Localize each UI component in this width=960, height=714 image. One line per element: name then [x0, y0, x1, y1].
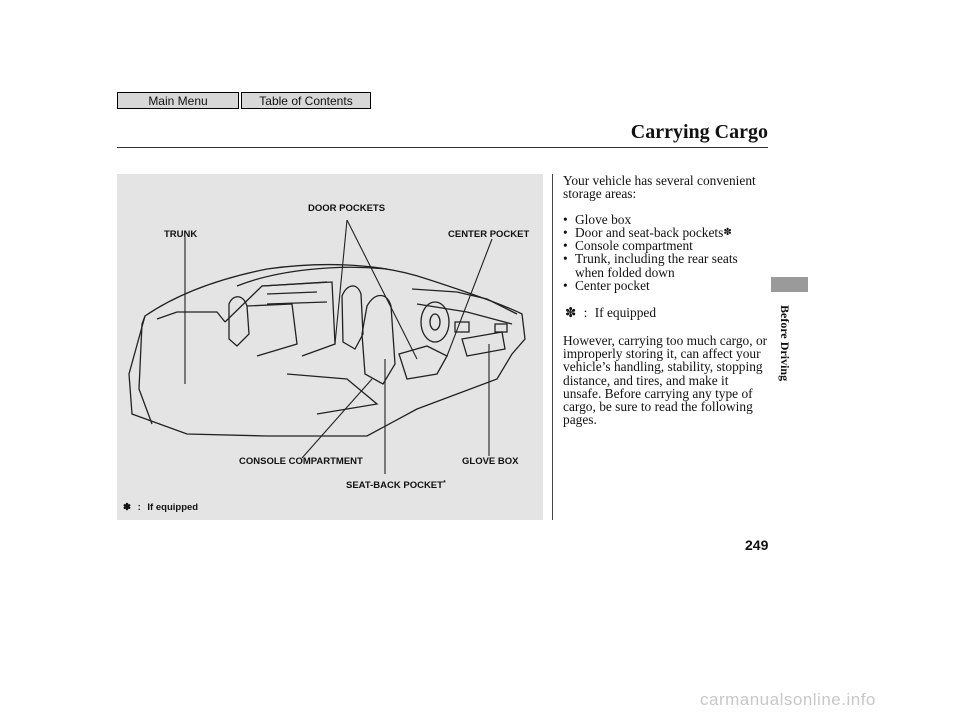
- page-title: Carrying Cargo: [630, 121, 768, 143]
- warning-paragraph: However, carrying too much cargo, or improperly storing it, can affect your vehicle’s handling, stability, stopping distance, and tires, and make it unsafe. Before carrying any type of cargo, be sure to read the following pages.: [563, 332, 768, 428]
- label-console-compartment: CONSOLE COMPARTMENT: [239, 456, 363, 467]
- storage-list: [563, 213, 768, 293]
- car-interior-illustration: [117, 174, 543, 520]
- footnote-star-icon: ✽: [123, 502, 131, 513]
- column-divider: [552, 174, 553, 520]
- list-item: [563, 226, 768, 239]
- label-seat-back-text: SEAT-BACK POCKET: [346, 480, 443, 491]
- section-tab: [771, 277, 808, 292]
- label-glove-box: GLOVE BOX: [462, 456, 519, 467]
- watermark: carmanualsonline.info: [700, 690, 876, 709]
- list-item-text: Door and seat-back pockets: [575, 224, 724, 240]
- footnote-text: If equipped: [147, 502, 199, 513]
- equipped-star-icon: ✽: [723, 226, 732, 238]
- cargo-areas-figure: [117, 174, 543, 520]
- label-door-pockets: DOOR POCKETS: [308, 203, 386, 214]
- list-item: • Center pocket: [563, 279, 768, 292]
- footnote-separator: :: [137, 502, 141, 513]
- main-menu-button[interactable]: Main Menu: [117, 92, 239, 109]
- page-number: 249: [745, 537, 769, 553]
- list-item: • Glove box: [563, 213, 768, 226]
- label-trunk: TRUNK: [164, 229, 198, 240]
- list-item: • Trunk, including the rear seats when folded down: [563, 252, 768, 279]
- title-divider: [117, 147, 768, 148]
- section-label: Before Driving: [778, 305, 792, 382]
- list-item: • Console compartment: [563, 239, 768, 252]
- figure-footnote: [123, 502, 198, 513]
- table-of-contents-button[interactable]: Table of Contents: [241, 92, 371, 109]
- label-seat-back-pocket: [346, 480, 446, 491]
- label-center-pocket: CENTER POCKET: [448, 229, 530, 240]
- if-equipped-note: [563, 306, 768, 319]
- note-separator: :: [583, 305, 588, 321]
- note-star-icon: ✽: [565, 305, 577, 321]
- body-text: [563, 174, 768, 427]
- label-seat-back-star: *: [442, 480, 446, 487]
- intro-paragraph: Your vehicle has several convenient storage areas:: [563, 173, 756, 202]
- note-text: If equipped: [594, 305, 657, 321]
